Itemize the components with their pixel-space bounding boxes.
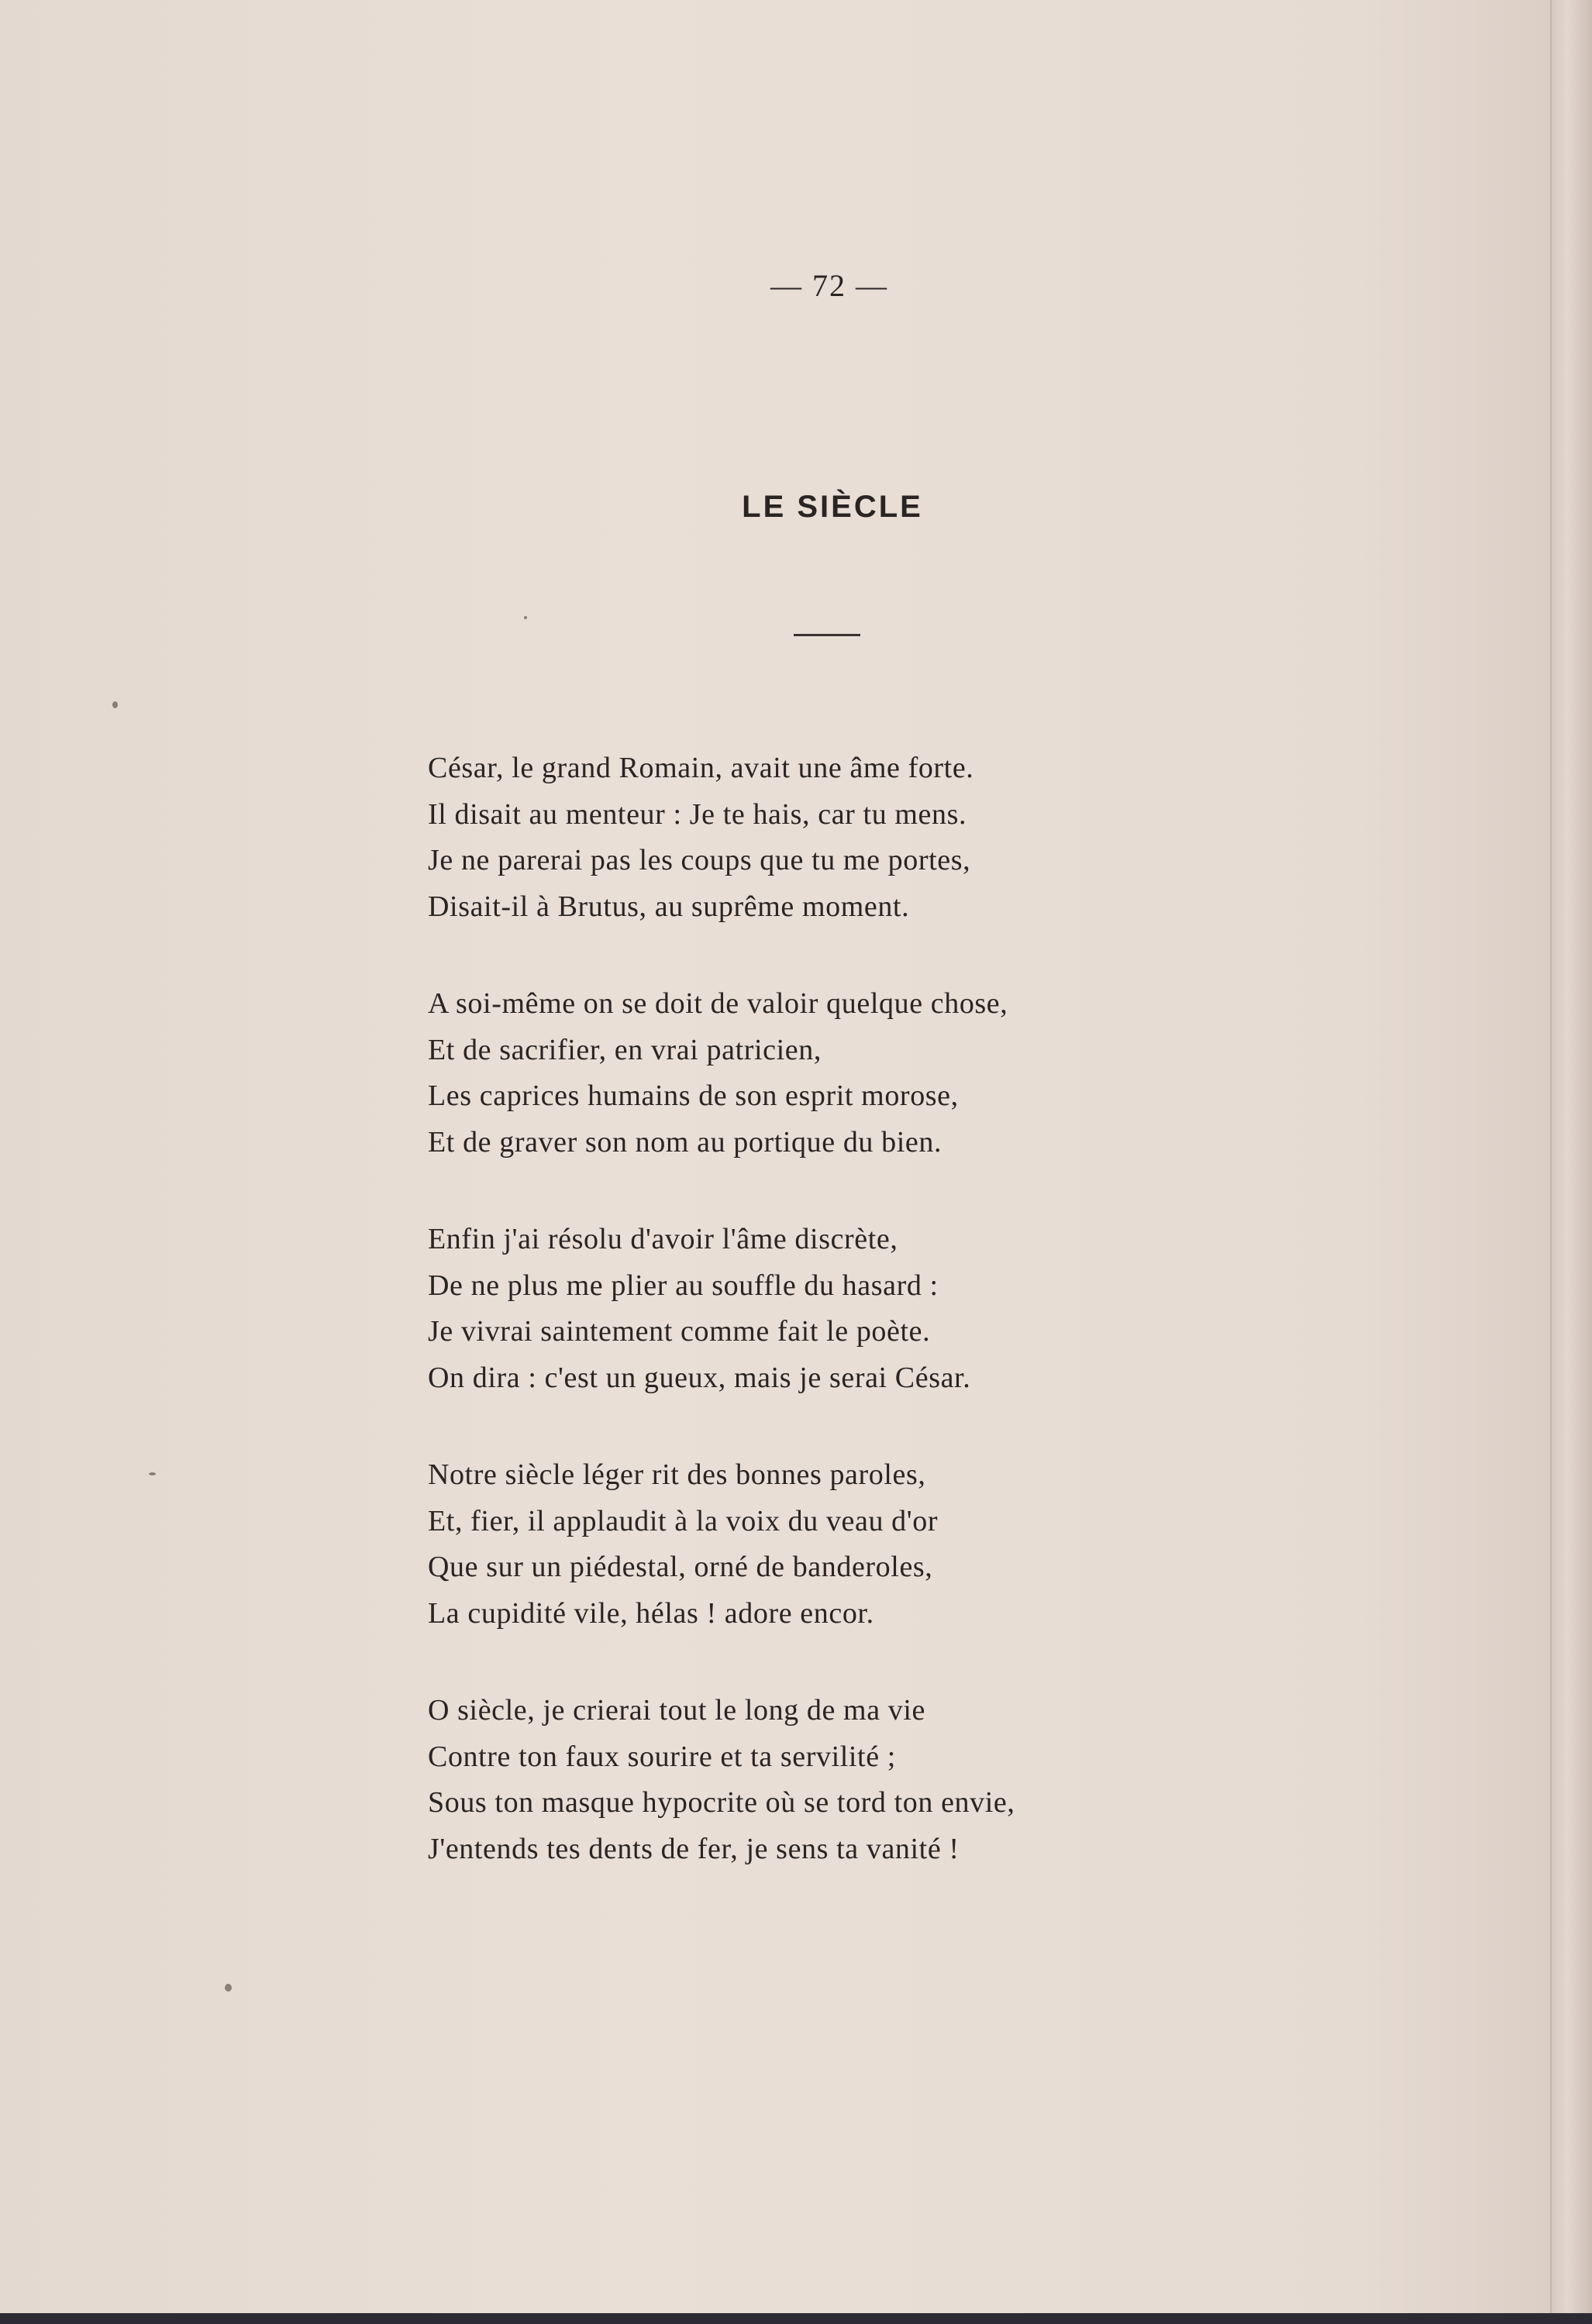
paper-speck xyxy=(225,1984,232,1992)
stanza xyxy=(428,1688,1203,1872)
poem-body xyxy=(428,745,1203,1923)
paper-speck xyxy=(149,1472,156,1475)
poem-line: Et de graver son nom au portique du bien. xyxy=(428,1125,942,1159)
poem-title: LE SIÈCLE xyxy=(742,490,923,524)
page-number: — 72 — xyxy=(770,268,888,303)
poem-line: On dira : c'est un gueux, mais je serai César. xyxy=(428,1361,971,1394)
poem-line: Il disait au menteur : Je te hais, car tu mens. xyxy=(428,797,967,831)
poem-line: De ne plus me plier au souffle du hasard : xyxy=(428,1269,939,1302)
poem-line: Que sur un piédestal, orné de banderoles, xyxy=(428,1551,933,1583)
poem-line: A soi-même on se doit de valoir quelque chose, xyxy=(428,987,1008,1020)
poem-line: César, le grand Romain, avait une âme forte. xyxy=(428,752,974,784)
poem-line: Je vivrai saintement comme fait le poète. xyxy=(428,1315,931,1348)
poem-line: La cupidité vile, hélas ! adore encor. xyxy=(428,1596,874,1630)
stanza xyxy=(428,745,1203,930)
poem-line: Les caprices humains de son esprit morose, xyxy=(428,1079,959,1112)
stanza xyxy=(428,1452,1203,1637)
stanza xyxy=(428,981,1203,1165)
poem-line: Sous ton masque hypocrite où se tord ton envie, xyxy=(428,1786,1015,1819)
title-rule xyxy=(794,634,860,636)
poem-line: Contre ton faux sourire et ta servilité ; xyxy=(428,1740,896,1773)
poem-line: O siècle, je crierai tout le long de ma vie xyxy=(428,1694,926,1727)
poem-line: Je ne parerai pas les coups que tu me portes, xyxy=(428,844,971,876)
poem-line: Disait-il à Brutus, au suprême moment. xyxy=(428,890,910,923)
poem-line: Enfin j'ai résolu d'avoir l'âme discrète, xyxy=(428,1223,898,1255)
paper-speck xyxy=(524,616,527,619)
poem-line: Notre siècle léger rit des bonnes paroles, xyxy=(428,1458,926,1491)
paper-speck xyxy=(112,701,118,708)
poem-line: Et, fier, il applaudit à la voix du veau d'or xyxy=(428,1504,939,1537)
poem-line: Et de sacrifier, en vrai patricien, xyxy=(428,1033,822,1066)
poem-line: J'entends tes dents de fer, je sens ta vanité ! xyxy=(428,1832,960,1865)
stanza xyxy=(428,1217,1203,1401)
scan-bottom-edge xyxy=(0,2313,1592,2324)
page-edge xyxy=(1550,0,1592,2324)
